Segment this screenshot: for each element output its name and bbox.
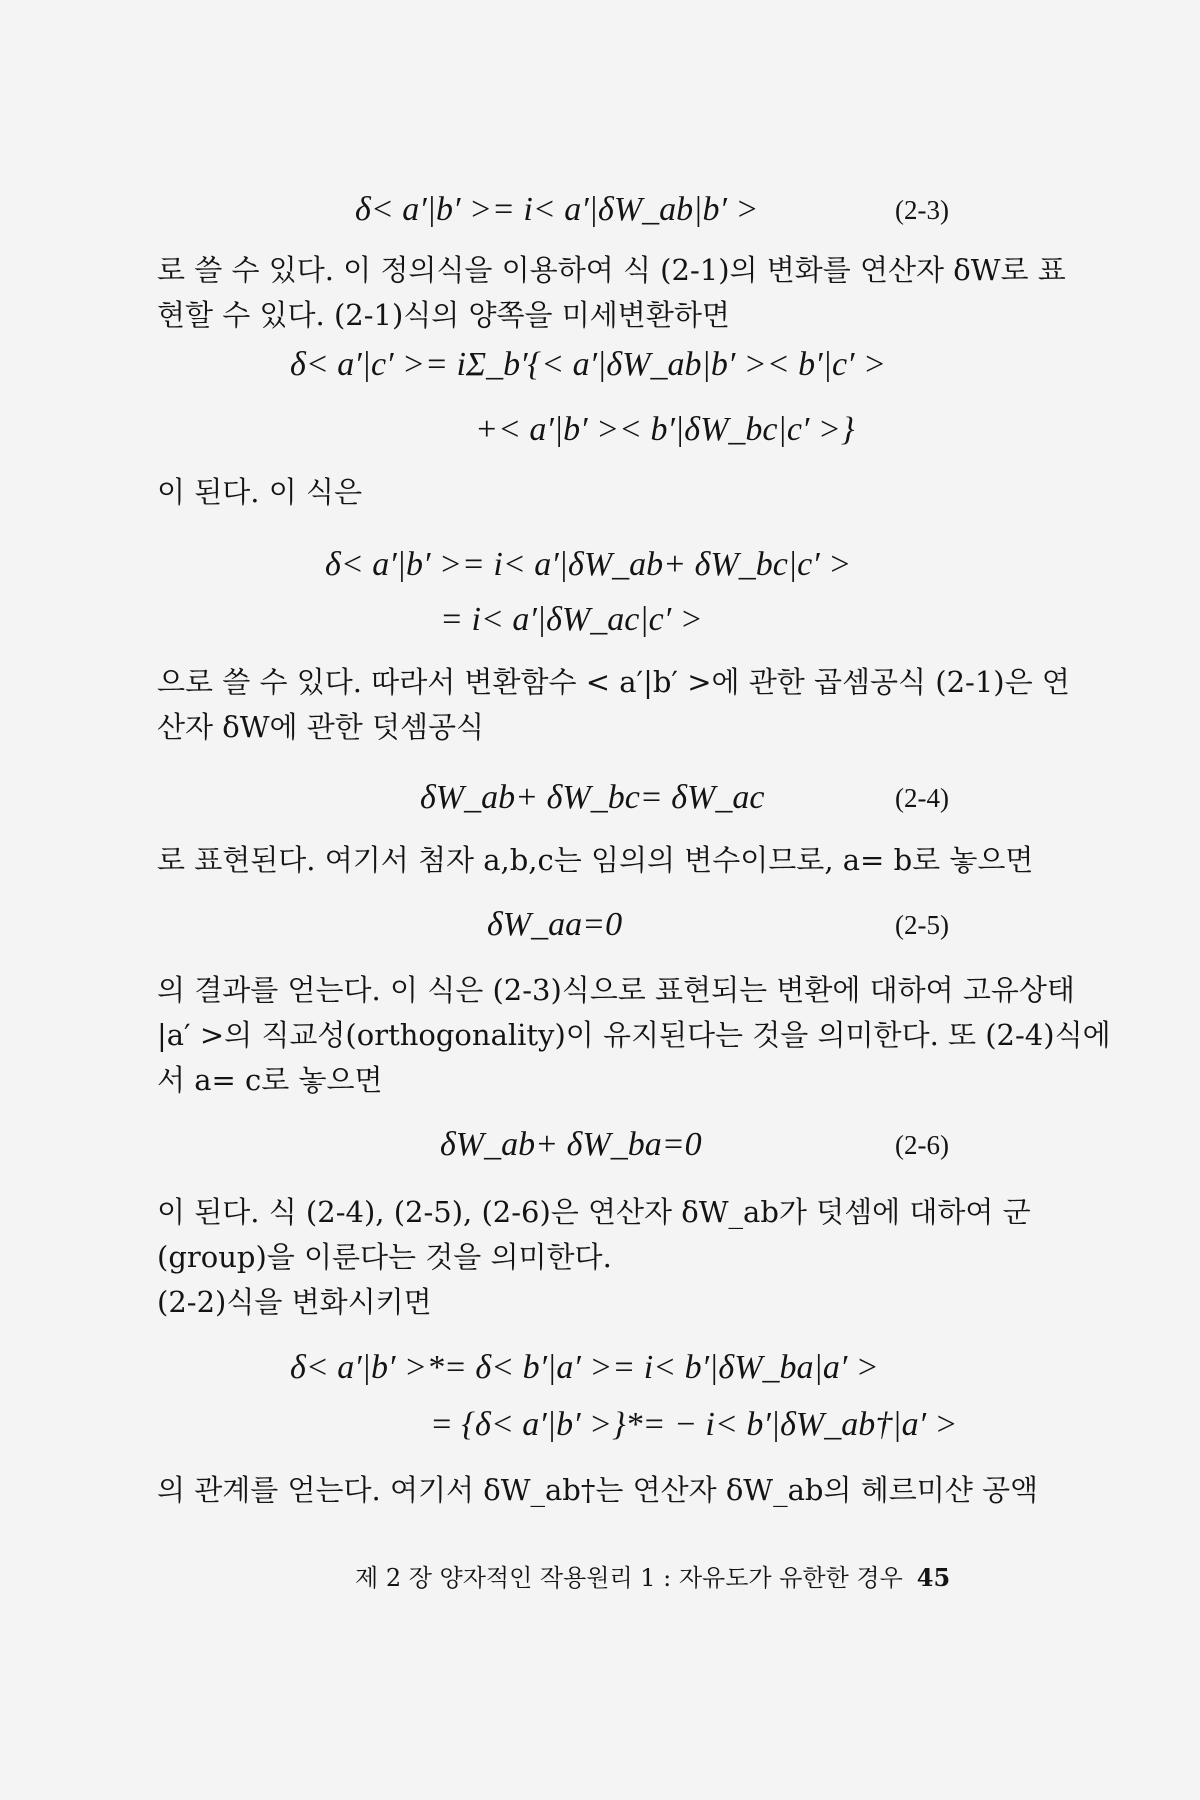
paragraph-3-line-1: 으로 쓸 수 있다. 따라서 변환함수 < a′|b′ >에 관한 곱셈공식 (2-1)은 연 xyxy=(157,665,1070,699)
paragraph-4 xyxy=(157,838,1034,883)
equation-number-2-6: (2-6) xyxy=(895,1130,949,1160)
equation-2-4: δW_ab+ δW_bc= δW_ac xyxy=(420,779,765,816)
paragraph-6-line-3: (2-2)식을 변화시키면 xyxy=(157,1285,432,1319)
paragraph-3 xyxy=(157,660,1070,750)
paragraph-3-line-2: 산자 δW에 관한 덧셈공식 xyxy=(157,710,485,744)
equation-number-2-4: (2-4) xyxy=(895,783,949,813)
equation-2-6: δW_ab+ δW_ba=0 xyxy=(440,1126,702,1163)
equation-2-5: δW_aa=0 xyxy=(487,906,623,943)
paragraph-7 xyxy=(157,1468,1038,1513)
equation-conjugate-line-1: δ< a′|b′ >*= δ< b′|a′ >= i< b′|δW_ba|a′ > xyxy=(290,1349,879,1386)
paragraph-6 xyxy=(157,1190,1031,1325)
equation-number-2-3: (2-3) xyxy=(895,195,949,225)
paragraph-5-line-2: |a′ >의 직교성(orthogonality)이 유지된다는 것을 의미한다. 또 (2-4)식에 xyxy=(157,1018,1111,1052)
page-footer xyxy=(355,1563,950,1593)
footer-chapter-title: 제 2 장 양자적인 작용원리 1 : 자유도가 유한한 경우 xyxy=(355,1564,903,1592)
paragraph-2 xyxy=(157,470,995,515)
equation-variation-line-2: +< a′|b′ >< b′|δW_bc|c′ >} xyxy=(475,411,855,448)
paragraph-2-line-1: 이 된다. 이 식은 xyxy=(157,475,362,509)
paragraph-6-line-1: 이 된다. 식 (2-4), (2-5), (2-6)은 연산자 δW_ab가 덧셈에 대하여 군 xyxy=(157,1195,1031,1229)
paragraph-7-line-1: 의 관계를 얻는다. 여기서 δW_ab†는 연산자 δW_ab의 헤르미샨 공액 xyxy=(157,1473,1038,1507)
paragraph-4-line-1: 로 표현된다. 여기서 첨자 a,b,c는 임의의 변수이므로, a= b로 놓으면 xyxy=(157,843,1034,877)
paragraph-1-line-2: 현할 수 있다. (2-1)식의 양쪽을 미세변환하면 xyxy=(157,298,730,332)
equation-conjugate-line-2: = {δ< a′|b′ >}*= − i< b′|δW_ab†|a′ > xyxy=(430,1406,958,1443)
paragraph-1-line-1: 로 쓸 수 있다. 이 정의식을 이용하여 식 (2-1)의 변화를 연산자 δW로 표 xyxy=(157,253,1066,287)
paragraph-5-line-3: 서 a= c로 놓으면 xyxy=(157,1063,383,1097)
equation-combined-line-1: δ< a′|b′ >= i< a′|δW_ab+ δW_bc|c′ > xyxy=(325,546,852,583)
equation-2-3: δ< a′|b′ >= i< a′|δW_ab|b′ > xyxy=(355,191,759,228)
equation-combined-line-2: = i< a′|δW_ac|c′ > xyxy=(440,601,703,638)
paragraph-5 xyxy=(157,968,1111,1103)
equation-number-2-5: (2-5) xyxy=(895,910,949,940)
paragraph-6-line-2: (group)을 이룬다는 것을 의미한다. xyxy=(157,1240,612,1274)
paragraph-1 xyxy=(157,248,1066,338)
equation-variation-line-1: δ< a′|c′ >= iΣ_b′{< a′|δW_ab|b′ >< b′|c′ > xyxy=(290,346,886,383)
page-number: 45 xyxy=(916,1563,951,1592)
paragraph-5-line-1: 의 결과를 얻는다. 이 식은 (2-3)식으로 표현되는 변환에 대하여 고유상태 xyxy=(157,973,1075,1007)
